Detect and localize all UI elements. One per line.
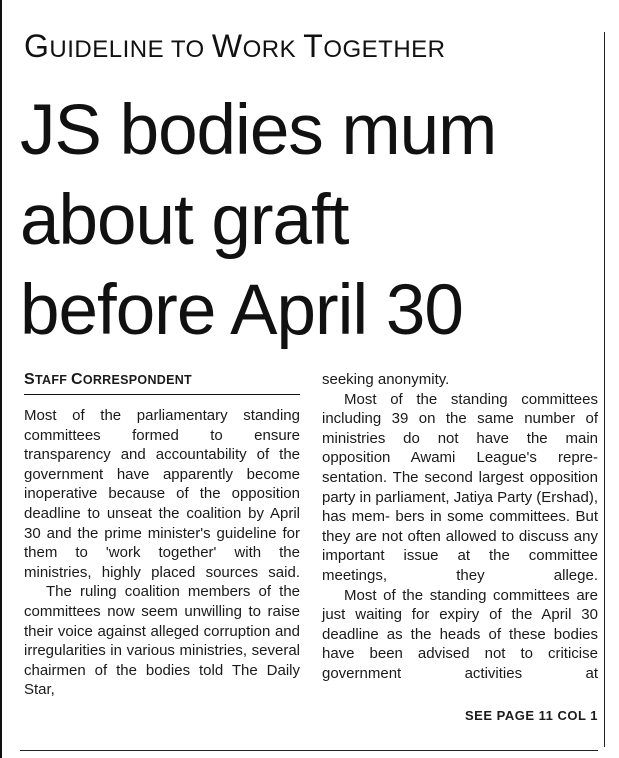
page-left-border [0, 0, 2, 758]
headline [20, 86, 605, 356]
kicker-cap: W [211, 28, 243, 64]
byline [24, 369, 300, 391]
kicker [24, 28, 446, 68]
byline-cap: C [70, 371, 83, 388]
jump-line[interactable]: SEE PAGE 11 COL 1 [464, 708, 598, 723]
byline-underline [24, 394, 300, 395]
bottom-rule [20, 750, 598, 751]
article-column-2 [322, 370, 598, 684]
kicker-cap: T [303, 28, 324, 64]
byline-small-caps: TAFF [34, 373, 71, 387]
headline-line: before April 30 [20, 271, 463, 350]
body-paragraph-continued: seeking anonymity. [322, 371, 450, 388]
kicker-small-caps: ORK [242, 36, 304, 63]
kicker-small-caps: UIDELINE TO [49, 36, 212, 63]
headline-line: about graft [20, 181, 349, 260]
body-paragraph: The ruling coalition members of the committees now seem unwilling to raise their voice against alleged corruption and irregularities in various ministries, several chairmen of the bodies told The Daily Star, [24, 583, 300, 699]
byline-cap: S [24, 371, 35, 388]
body-paragraph: Most of the standing committees including 39 on the same number of ministries do not have the main opposition Awami League's repre- sentation. The second largest opposition party in parliament, Jatiya Party (Ershad), has mem- bers in some committees. But they are not often allowed to discuss any important issue at the committee meetings, they allege. [322, 390, 598, 584]
kicker-cap: G [24, 28, 50, 64]
body-paragraph: Most of the parliamentary standing committees formed to ensure transparency and accountability of the government have apparently become inoperative because of the opposition deadline to unseat the coalition by April 30 and the prime minister's guideline for them to 'work together' with the ministries, highly placed sources said. [24, 407, 300, 581]
kicker-small-caps: OGETHER [323, 36, 446, 63]
byline-small-caps: ORRESPONDENT [82, 373, 192, 387]
article-column-1 [24, 406, 300, 700]
body-paragraph: Most of the standing committees are just waiting for expiry of the April 30 deadline as the heads of these bodies have been advised not to criticise government activities at [322, 586, 598, 682]
headline-line: JS bodies mum [20, 91, 497, 170]
